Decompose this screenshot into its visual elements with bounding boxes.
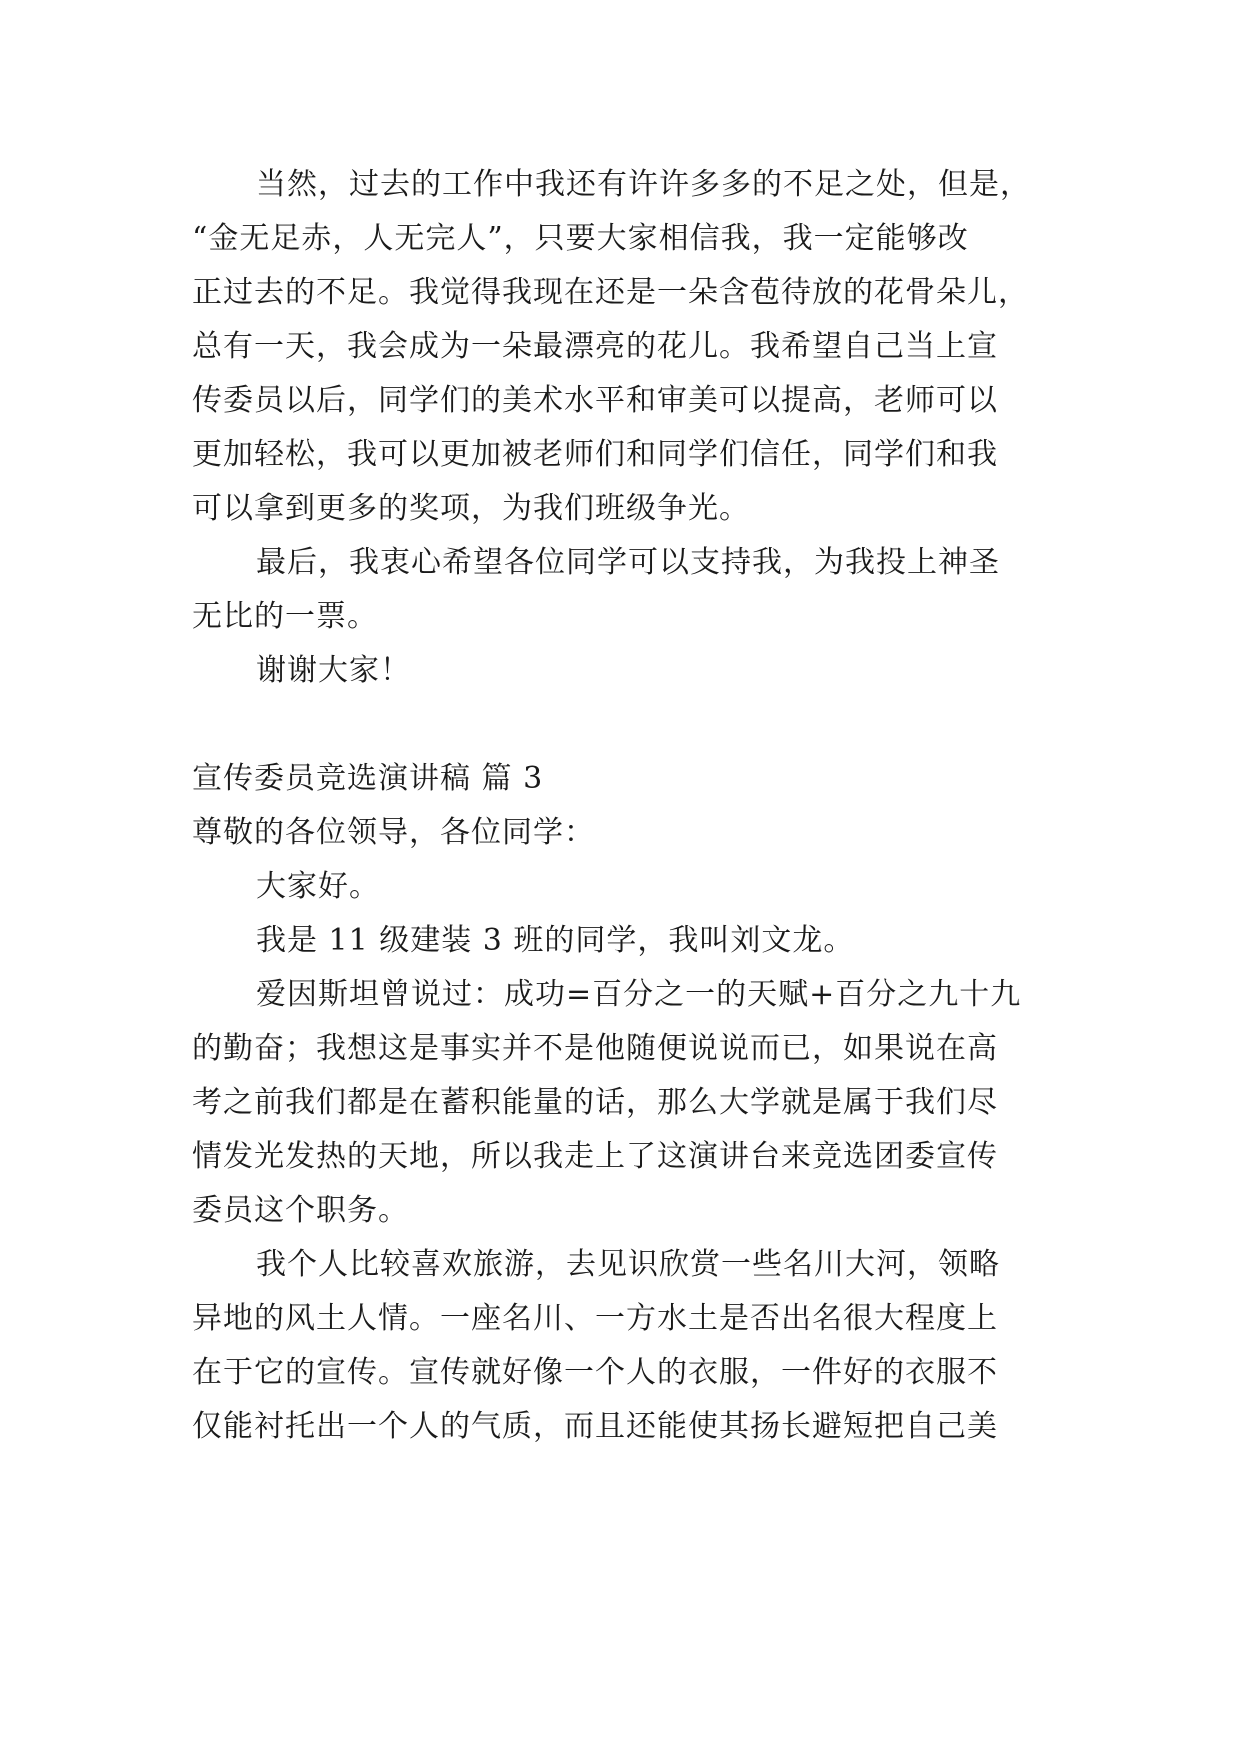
paragraph-thanks [192,644,1092,698]
text-line: 可以拿到更多的奖项，为我们班级争光。 [192,491,750,526]
text-line: 更加轻松，我可以更加被老师们和同学们信任，同学们和我 [192,437,998,472]
text-line: 情发光发热的天地，所以我走上了这演讲台来竞选团委宣传 [192,1139,998,1174]
text-line: 委员这个职务。 [192,1193,409,1228]
text-line: 大家好。 [256,869,380,904]
document-body [192,158,1092,1454]
text-line: 考之前我们都是在蓄积能量的话，那么大学就是属于我们尽 [192,1085,998,1120]
paragraph-greeting [192,860,1092,914]
text-line: 当然，过去的工作中我还有许许多多的不足之处，但是， [256,167,1031,202]
paragraph-closing-appeal [192,536,1092,644]
paragraph-einstein-quote [192,968,1092,1238]
text-line: 爱因斯坦曾说过：成功=百分之一的天赋+百分之九十九 [256,977,1022,1012]
text-line: 总有一天，我会成为一朵最漂亮的花儿。我希望自己当上宣 [192,329,998,364]
text-line: “金无足赤，人无完人”，只要大家相信我，我一定能够改 [192,221,969,256]
text-line: 异地的风土人情。一座名川、一方水土是否出名很大程度上 [192,1301,998,1336]
text-line: 在于它的宣传。宣传就好像一个人的衣服，一件好的衣服不 [192,1355,998,1390]
section-title: 宣传委员竞选演讲稿 篇 3 [192,761,544,796]
text-line: 仅能衬托出一个人的气质，而且还能使其扬长避短把自己美 [192,1409,998,1444]
text-line: 最后，我衷心希望各位同学可以支持我，为我投上神圣 [256,545,1000,580]
text-line: 我个人比较喜欢旅游，去见识欣赏一些名川大河，领略 [256,1247,1000,1282]
paragraph-introduction [192,914,1092,968]
text-line: 传委员以后，同学们的美术水平和审美可以提高，老师可以 [192,383,998,418]
text-line: 无比的一票。 [192,599,378,634]
text-line: 我是 11 级建装 3 班的同学，我叫刘文龙。 [256,923,855,958]
section-spacer [192,698,1092,752]
paragraph-travel [192,1238,1092,1454]
salutation: 尊敬的各位领导，各位同学： [192,815,595,850]
text-line: 谢谢大家！ [256,653,411,688]
text-line: 的勤奋；我想这是事实并不是他随便说说而已，如果说在高 [192,1031,998,1066]
text-line: 正过去的不足。我觉得我现在还是一朵含苞待放的花骨朵儿， [192,275,1029,310]
paragraph-shortcomings [192,158,1092,536]
